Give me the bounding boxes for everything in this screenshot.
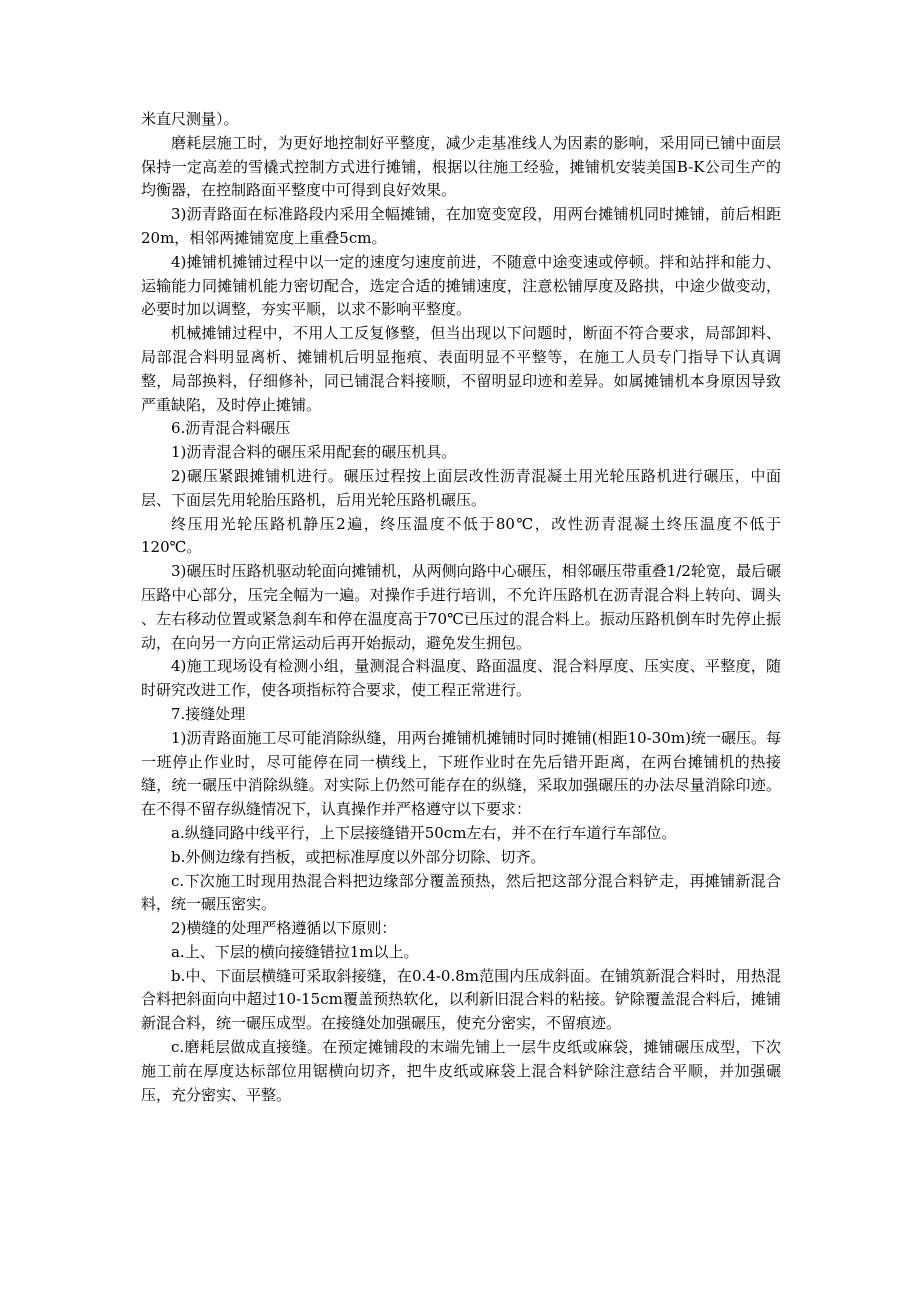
document-page [141,108,781,1107]
list-item-transverse-c: c.磨耗层做成直接缝。在预定摊铺段的末端先铺上一层牛皮纸或麻袋，摊铺碾压成型，下次施工前在厚度达标部位用锯横向切齐，把牛皮纸或麻袋上混合料铲除注意结合平顺，并加强碾压，充分密实、平整。 [141,1038,781,1104]
paragraph-wearing-layer: 磨耗层施工时，为更好地控制好平整度，减少走基准线人为因素的影响，采用同已铺中面层保持一定高差的雪橇式控制方式进行摊铺，根据以往施工经验，摊铺机安装美国B-K公司生产的均衡器，在控制路面平整度中可得到良好效果。 [141,133,781,200]
list-item-joint-c: c.下次施工时现用热混合料把边缘部分覆盖预热，然后把这部分混合料铲走，再摊铺新混合料，统一碾压密实。 [141,871,781,914]
paragraph-mechanical-paving: 机械摊铺过程中，不用人工反复修整，但当出现以下问题时，断面不符合要求，局部卸料、局部混合料明显离析、摊铺机后明显拖痕、表面明显不平整等，在施工人员专门指导下认真调整，局部换料，仔细修补，同已铺混合料接顺，不留明显印迹和差异。如属摊铺机本身原因导致严重缺陷，及时停止摊铺。 [141,324,781,414]
section-heading-compaction: 6.沥青混合料碾压 [171,419,291,438]
section-heading-joints: 7.接缝处理 [171,704,246,723]
list-item-joint-b: b.外侧边缘有挡板，或把标准厚度以外部分切除、切齐。 [171,847,546,866]
paragraph-joints-2: 2)横缝的处理严格遵循以下原则： [171,919,397,938]
list-item-transverse-b: b.中、下面层横缝可采取斜接缝，在0.4-0.8m范围内压成斜面。在铺筑新混合料时，用热混合料把斜面向中超过10-15cm覆盖预热软化，以利新旧混合料的粘接。铲除覆盖混合料后，摊铺新混合料，统一碾压成型。在接缝处加强碾压，使充分密实，不留痕迹。 [141,966,781,1033]
list-item-joint-a: a.纵缝同路中线平行，上下层接缝错开50cm左右，并不在行车道行车部位。 [171,823,677,842]
paragraph-compaction-2: 2)碾压紧跟摊铺机进行。碾压过程按上面层改性沥青混凝土用光轮压路机进行碾压，中面层、下面层先用轮胎压路机，后用光轮压路机碾压。 [141,466,781,509]
paragraph-continuation: 米直尺测量）。 [141,110,239,128]
paragraph-compaction-1: 1)沥青混合料的碾压采用配套的碾压机具。 [171,443,457,462]
list-item-transverse-a: a.上、下层的横向接缝错拉1m以上。 [171,942,419,961]
paragraph-full-width-paving: 3)沥青路面在标准路段内采用全幅摊铺，在加宽变宽段，用两台摊铺机同时摊铺，前后相距20m，相邻两摊铺宽度上重叠5cm。 [141,205,781,247]
paragraph-paving-speed: 4)摊铺机摊铺过程中以一定的速度匀速度前进，不随意中途变速或停顿。拌和站拌和能力、运输能力同摊铺机能力密切配合，选定合适的摊铺速度，注意松铺厚度及路拱，中途少做变动，必要时加以调整，夯实平顺，以求不影响平整度。 [141,252,781,319]
paragraph-joints-1: 1)沥青路面施工尽可能消除纵缝，用两台摊铺机摊铺时同时摊铺(相距10-30m)统一碾压。每一班停止作业时，尽可能停在同一横线上，下班作业时在先后错开距离，在两台摊铺机的热接缝，统一碾压中消除纵缝。对实际上仍然可能存在的纵缝，采取加强碾压的办法尽量消除印迹。在不得不留存纵缝情况下，认真操作并严格遵守以下要求： [141,728,781,819]
paragraph-final-compaction: 终压用光轮压路机静压2遍，终压温度不低于80℃，改性沥青混凝土终压温度不低于120℃。 [141,514,781,557]
paragraph-compaction-4: 4)施工现场设有检测小组，量测混合料温度、路面温度、混合料厚度、压实度、平整度，随时研究改进工作，使各项指标符合要求，使工程正常进行。 [141,657,781,700]
paragraph-compaction-3: 3)碾压时压路机驱动轮面向摊铺机，从两侧向路中心碾压，相邻碾压带重叠1/2轮宽，最后碾压路中心部分，压完全幅为一遍。对操作手进行培训，不允许压路机在沥青混合料上转向、调头 、左右移动位置或紧急刹车和停在温度高于70℃已压过的混合料上。振动压路机倒车时先停止振动，在向另一方向正常运动后再开始振动，避免发生拥包。 [141,562,781,652]
